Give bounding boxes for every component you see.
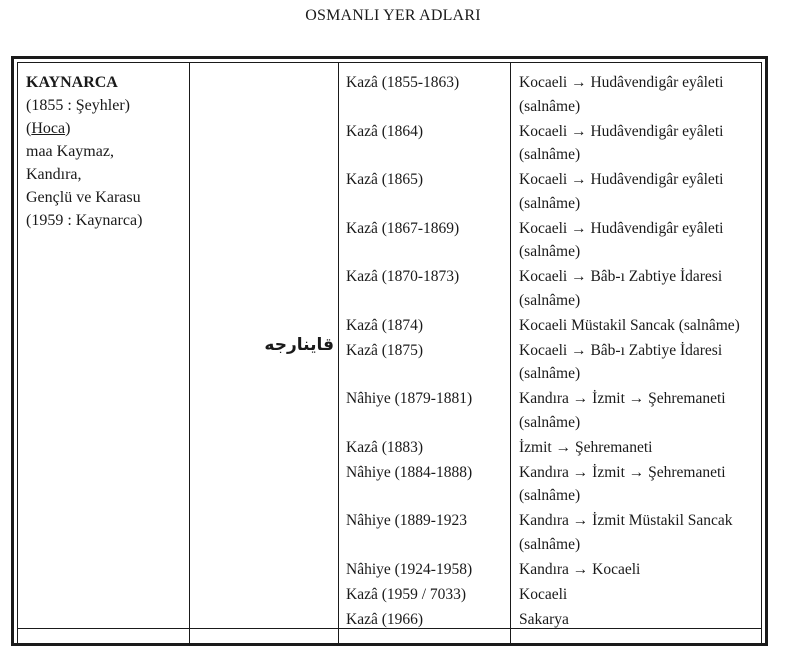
entry-row <box>344 436 764 460</box>
ottoman-script-name: قاينارجه <box>264 335 334 355</box>
entry-status: Nâhiye (1884-1888) <box>346 463 473 481</box>
place-note: maa Kaymaz, <box>26 143 114 160</box>
entry-status: Nâhiye (1879-1881) <box>346 390 473 407</box>
entry-admin: Sakarya <box>519 610 569 628</box>
entry-status: Kazâ (1875) <box>346 341 424 359</box>
entry-status: Nâhiye (1889-1923 <box>346 512 467 529</box>
entry-status: Kazâ (1966) <box>346 610 424 628</box>
entry-admin: Kocaeli → Hudâvendigâr eyâleti (salnâme) <box>519 74 724 115</box>
entry-status: Kazâ (1883) <box>346 438 424 456</box>
entry-row <box>344 461 764 508</box>
entry-row <box>344 71 764 118</box>
entry-admin: Kocaeli <box>519 585 568 603</box>
place-note: (1959 : Kaynarca) <box>26 212 143 229</box>
gazetteer-table <box>11 56 768 646</box>
entry-row <box>344 168 764 215</box>
place-note: (1855 : Şeyhler) <box>26 97 130 114</box>
entry-status: Kazâ (1874) <box>346 316 424 334</box>
entry-row <box>344 608 764 632</box>
place-cell <box>26 71 186 232</box>
column-divider <box>189 63 190 643</box>
entry-admin: Kocaeli → Hudâvendigâr eyâleti (salnâme) <box>519 122 724 163</box>
entry-admin: Kandıra → İzmit → Şehremaneti (salnâme) <box>519 390 726 431</box>
entry-admin: Kocaeli → Bâb-ı Zabtiye İdaresi (salnâme) <box>519 341 723 382</box>
entry-row <box>344 217 764 264</box>
entry-row <box>344 558 764 582</box>
hoca-link[interactable]: Hoca <box>31 120 66 137</box>
place-note: (Hoca) <box>26 120 71 137</box>
entry-status: Nâhiye (1924-1958) <box>346 560 473 578</box>
place-note: Kandıra, <box>26 166 82 183</box>
entry-admin: Kandıra → İzmit → Şehremaneti (salnâme) <box>519 463 726 504</box>
entry-row <box>344 339 764 386</box>
entry-status: Kazâ (1870-1873) <box>346 268 460 285</box>
place-note: Gençlü ve Karasu <box>26 189 141 206</box>
entry-row <box>344 509 764 556</box>
entry-row <box>344 583 764 607</box>
entry-admin: Kocaeli Müstakil Sancak (salnâme) <box>519 316 740 334</box>
page-title: OSMANLI YER ADLARI <box>305 7 481 24</box>
entry-admin: Kocaeli → Bâb-ı Zabtiye İdaresi (salnâme) <box>519 268 723 309</box>
entry-row <box>344 314 764 338</box>
entry-status: Kazâ (1855-1863) <box>346 74 460 91</box>
table-inner-border <box>17 62 762 643</box>
entry-admin: İzmit → Şehremaneti <box>519 438 653 456</box>
entry-status: Kazâ (1867-1869) <box>346 219 460 237</box>
entry-admin: Kocaeli → Hudâvendigâr eyâleti (salnâme) <box>519 219 724 260</box>
entry-row <box>344 120 764 167</box>
entry-row <box>344 265 764 312</box>
entry-status: Kazâ (1959 / 7033) <box>346 585 467 603</box>
entry-row <box>344 387 764 434</box>
entry-admin: Kocaeli → Hudâvendigâr eyâleti (salnâme) <box>519 171 724 212</box>
column-divider <box>338 63 339 643</box>
entry-status: Kazâ (1865) <box>346 171 424 188</box>
entry-status: Kazâ (1864) <box>346 122 424 140</box>
entry-admin: Kandıra → İzmit Müstakil Sancak (salnâme) <box>519 512 733 553</box>
entry-admin: Kandıra → Kocaeli <box>519 560 641 578</box>
history-entries <box>344 71 764 633</box>
place-name: KAYNARCA <box>26 74 118 91</box>
